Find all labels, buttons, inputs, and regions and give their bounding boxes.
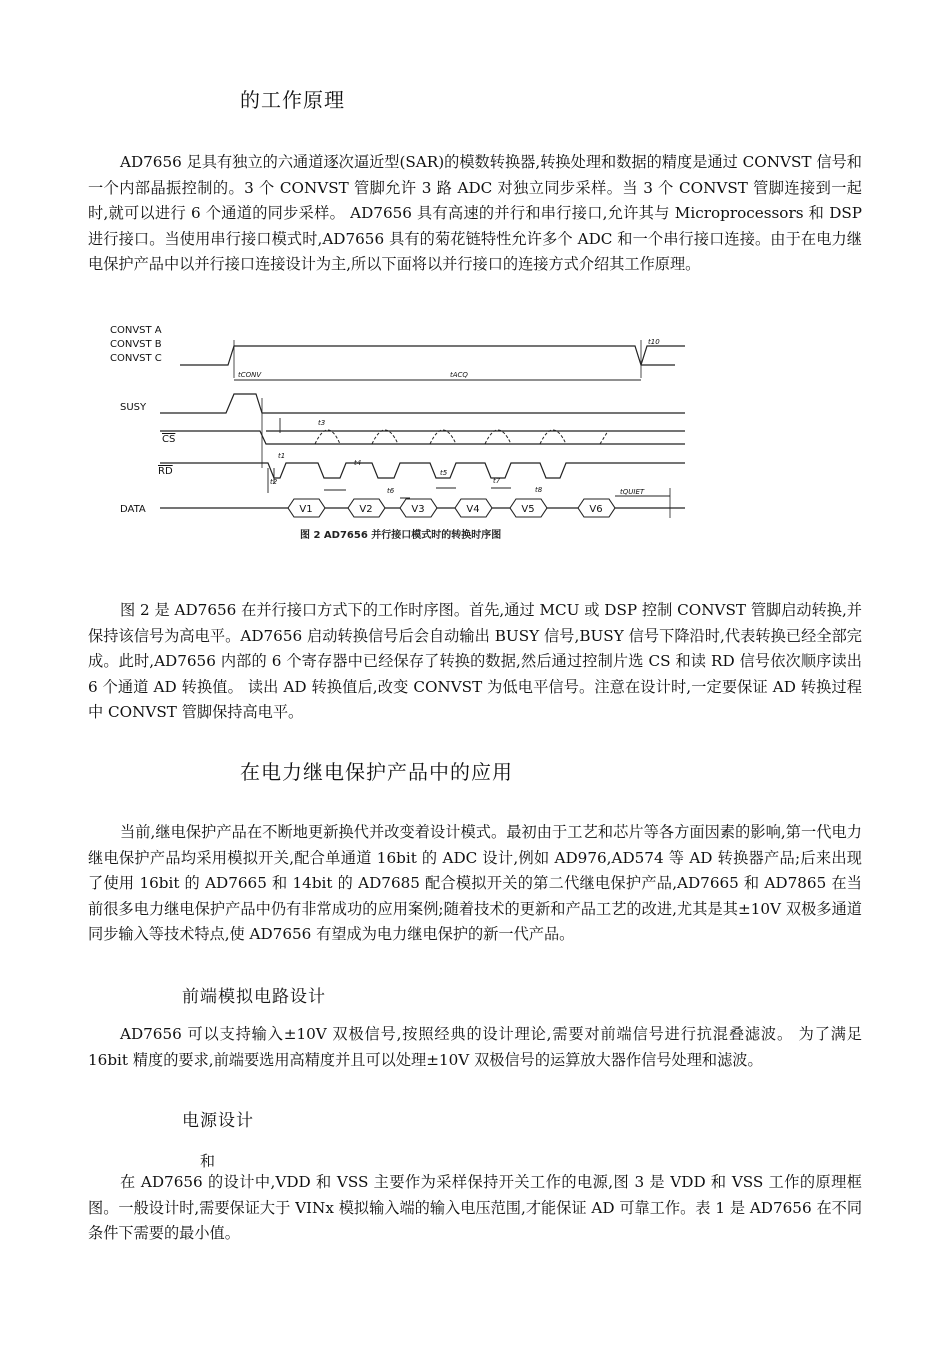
timing-t8: t8	[535, 486, 543, 494]
data-word-label: V2	[359, 504, 373, 515]
section1-heading: 的工作原理	[240, 88, 345, 112]
timing-t10: t10	[648, 338, 660, 346]
section1-paragraph: AD7656 足具有独立的六通道逐次逼近型(SAR)的模数转换器,转换处理和数据的精度是通过 CONVST 信号和一个内部晶振控制的。3 个 CONVST 管脚允许 3 路 ADC 对独立同步采样。当 3 个 CONVST 管脚连接到一起时,就可以进行 6 个通道的同步采样。 AD7656 具有高速的并行和串行接口,允许其与 Microprocessors 和 DSP 进行接口。当使用串行接口模式时,AD7656 具有的菊花链特性允许多个 ADC 和一个串行接口连接。由于在电力继电保护产品中以并行接口连接设计为主,所以下面将以并行接口的连接方式介绍其工作原理。	[88, 153, 862, 274]
section3-paragraph: AD7656 可以支持输入±10V 双极信号,按照经典的设计理论,需要对前端信号进行抗混叠滤波。 为了满足 16bit 精度的要求,前端要选用高精度并且可以处理±10V 双极信号的运算放大器作信号处理和滤波。	[88, 1025, 862, 1069]
timing-tquiet: tQUIET	[620, 488, 645, 496]
label-rd: RD	[158, 466, 173, 477]
busy-waveform	[160, 394, 685, 413]
timing-t2: t2	[270, 478, 278, 486]
timing-t7: t7	[493, 477, 501, 485]
timing-t4: t4	[354, 459, 362, 467]
label-busy: SUSY	[120, 402, 147, 413]
timing-t3: t3	[318, 419, 326, 427]
label-convst-c: CONVST C	[110, 353, 162, 364]
timing-diagram	[110, 318, 690, 548]
section2-paragraph: 当前,继电保护产品在不断地更新换代并改变着设计模式。最初由于工艺和芯片等各方面因素的影响,第一代电力继电保护产品均采用模拟开关,配合单通道 16bit 的 ADC 设计,例如 AD976,AD574 等 AD 转换器产品;后来出现了使用 16bit 的 AD7665 和 14bit 的 AD7685 配合模拟开关的第二代继电保护产品,AD7665 和 AD7865 在当前很多电力继电保护产品中仍有非常成功的应用案例;随着技术的更新和产品工艺的改进,尤其是其±10V 双极多通道同步输入等技术特点,使 AD7656 有望成为电力继电保护的新一代产品。	[88, 823, 862, 944]
section2-heading: 在电力继电保护产品中的应用	[240, 760, 513, 784]
label-convst-a: CONVST A	[110, 325, 162, 336]
timing-t6: t6	[387, 487, 395, 495]
section4-paragraph: 在 AD7656 的设计中,VDD 和 VSS 主要作为采样保持开关工作的电源,图 3 是 VDD 和 VSS 工作的原理框图。一般设计时,需要保证大于 VINx 模拟输入端的输入电压范围,才能保证 AD 可靠工作。表 1 是 AD7656 在不同条件下需要的最小值。	[88, 1173, 863, 1243]
data-word-label: V4	[466, 504, 480, 515]
section1b-paragraph: 图 2 是 AD7656 在并行接口方式下的工作时序图。首先,通过 MCU 或 DSP 控制 CONVST 管脚启动转换,并保持该信号为高电平。AD7656 启动转换信号后会自动输出 BUSY 信号,BUSY 信号下降沿时,代表转换已经全部完成。此时,AD7656 内部的 6 个寄存器中已经保存了转换的数据,然后通过控制片选 CS 和读 RD 信号依次顺序读出 6 个通道 AD 转换值。 读出 AD 转换值后,改变 CONVST 为低电平信号。注意在设计时,一定要保证 AD 转换过程中 CONVST 管脚保持高电平。	[88, 601, 862, 722]
data-word-label: V3	[411, 504, 425, 515]
section3-heading: 前端模拟电路设计	[182, 987, 326, 1007]
timing-tacq: tACQ	[450, 371, 468, 379]
timing-t5: t5	[440, 469, 448, 477]
section4-heading: 电源设计	[182, 1111, 254, 1131]
data-word-label: V6	[589, 504, 603, 515]
label-convst-b: CONVST B	[110, 339, 162, 350]
figure-caption: 图 2 AD7656 并行接口模式时的转换时序图	[300, 530, 502, 541]
data-word-label: V1	[299, 504, 313, 515]
label-data: DATA	[120, 504, 146, 515]
convst-waveform	[180, 346, 685, 365]
timing-t1: t1	[278, 452, 286, 460]
data-word-label: V5	[521, 504, 535, 515]
rd-waveform	[160, 463, 685, 478]
section4-sub: 和	[200, 1152, 216, 1170]
timing-tconv: tCONV	[238, 371, 262, 379]
label-cs: CS	[162, 434, 176, 445]
